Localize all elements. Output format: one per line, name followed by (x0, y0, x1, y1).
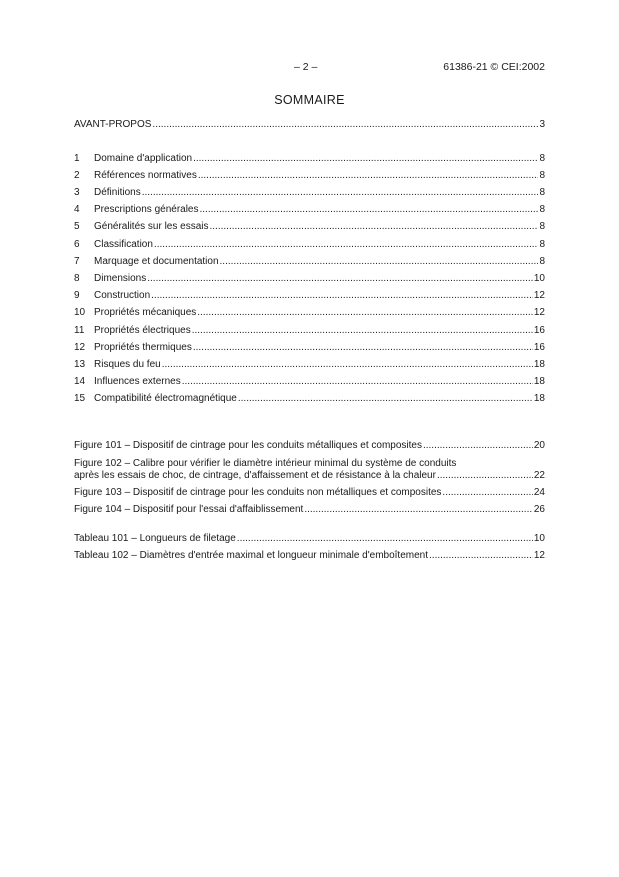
toc-label: Tableau 101 – Longueurs de filetage (74, 533, 236, 544)
toc-section[interactable] (74, 289, 545, 303)
toc-number: 2 (74, 170, 80, 181)
toc-number: 1 (74, 153, 80, 164)
toc-page: 8 (539, 221, 545, 232)
toc-section[interactable] (74, 152, 545, 166)
toc-page: 16 (533, 342, 545, 353)
toc-label: Domaine d'application (94, 153, 193, 164)
toc-page: 22 (533, 470, 545, 481)
toc-page: 12 (533, 307, 545, 318)
toc-figure-line1[interactable]: Figure 102 – Calibre pour vérifier le diamètre intérieur minimal du système de conduits (74, 458, 457, 469)
dot-leader (238, 392, 533, 406)
toc-section[interactable] (74, 220, 545, 234)
toc-section[interactable] (74, 341, 545, 355)
dot-leader (198, 169, 539, 183)
toc-number: 3 (74, 187, 80, 198)
toc-page: 18 (533, 393, 545, 404)
toc-label: Figure 101 – Dispositif de cintrage pour les conduits métalliques et composites (74, 440, 422, 451)
toc-page: 8 (539, 256, 545, 267)
toc-figure[interactable] (74, 439, 545, 453)
toc-page: 16 (533, 325, 545, 336)
toc-section[interactable] (74, 392, 545, 406)
page-header-number: – 2 – (294, 61, 318, 73)
dot-leader (237, 532, 533, 546)
toc-label: Figure 104 – Dispositif pour l'essai d'affaiblissement (74, 504, 304, 515)
toc-page: 26 (533, 504, 545, 515)
toc-number: 4 (74, 204, 80, 215)
toc-label: Propriétés thermiques (94, 342, 192, 353)
toc-section[interactable] (74, 255, 545, 269)
page-header-docref: 61386-21 © CEI:2002 (443, 61, 545, 73)
page-title: SOMMAIRE (274, 93, 345, 107)
toc-page: 12 (533, 290, 545, 301)
dot-leader (197, 306, 533, 320)
dot-leader (152, 118, 538, 132)
toc-number: 14 (74, 376, 86, 387)
toc-label: Influences externes (94, 376, 181, 387)
toc-number: 13 (74, 359, 86, 370)
toc-number: 11 (74, 325, 85, 336)
dot-leader (151, 289, 533, 303)
toc-number: 10 (74, 307, 86, 318)
toc-section[interactable] (74, 238, 545, 252)
toc-section[interactable] (74, 358, 545, 372)
toc-label: Construction (94, 290, 151, 301)
toc-number: 12 (74, 342, 86, 353)
toc-figure[interactable] (74, 486, 545, 500)
toc-section[interactable] (74, 306, 545, 320)
toc-page: 20 (533, 440, 545, 451)
toc-page: 8 (539, 204, 545, 215)
dot-leader (193, 341, 533, 355)
toc-page: 12 (533, 550, 545, 561)
toc-label: Définitions (94, 187, 141, 198)
dot-leader (442, 486, 532, 500)
toc-number: 6 (74, 239, 80, 250)
dot-leader (192, 324, 533, 338)
dot-leader (304, 503, 533, 517)
toc-table[interactable] (74, 532, 545, 546)
toc-page: 24 (533, 487, 545, 498)
toc-number: 15 (74, 393, 86, 404)
toc-page: 8 (539, 187, 545, 198)
dot-leader (142, 186, 539, 200)
toc-section[interactable] (74, 324, 545, 338)
toc-page: 18 (533, 376, 545, 387)
toc-section[interactable] (74, 272, 545, 286)
toc-page: 10 (533, 533, 545, 544)
toc-section[interactable] (74, 375, 545, 389)
toc-section[interactable] (74, 169, 545, 183)
toc-label: Références normatives (94, 170, 197, 181)
dot-leader (154, 238, 539, 252)
toc-label: Propriétés électriques (94, 325, 191, 336)
toc-label: AVANT-PROPOS (74, 119, 152, 130)
toc-number: 8 (74, 273, 80, 284)
toc-number: 7 (74, 256, 80, 267)
dot-leader (429, 549, 533, 563)
toc-page: 10 (533, 273, 545, 284)
toc-label: Compatibilité électromagnétique (94, 393, 237, 404)
toc-number: 9 (74, 290, 80, 301)
toc-label: Tableau 102 – Diamètres d'entrée maximal et longueur minimale d'emboîtement (74, 550, 429, 561)
dot-leader (147, 272, 533, 286)
toc-number: 5 (74, 221, 80, 232)
dot-leader (200, 203, 539, 217)
toc-page: 18 (533, 359, 545, 370)
toc-label: Figure 103 – Dispositif de cintrage pour les conduits non métalliques et composites (74, 487, 442, 498)
toc-page: 8 (539, 153, 545, 164)
toc-table[interactable] (74, 549, 545, 563)
dot-leader (210, 220, 539, 234)
toc-page: 3 (539, 119, 545, 130)
dot-leader (162, 358, 533, 372)
dot-leader (193, 152, 538, 166)
dot-leader (437, 469, 533, 483)
toc-section[interactable] (74, 203, 545, 217)
toc-label: Prescriptions générales (94, 204, 199, 215)
toc-page: 8 (539, 239, 545, 250)
toc-label: Dimensions (94, 273, 147, 284)
dot-leader (220, 255, 539, 269)
toc-label: Marquage et documentation (94, 256, 219, 267)
toc-figure[interactable] (74, 469, 545, 483)
toc-label: Propriétés mécaniques (94, 307, 197, 318)
toc-label: après les essais de choc, de cintrage, d'affaissement et de résistance à la chaleur (74, 470, 436, 481)
toc-figure[interactable] (74, 503, 545, 517)
toc-label: Risques du feu (94, 359, 161, 370)
toc-page: 8 (539, 170, 545, 181)
toc-label: Généralités sur les essais (94, 221, 209, 232)
toc-foreword[interactable] (74, 118, 545, 132)
toc-section[interactable] (74, 186, 545, 200)
toc-label: Classification (94, 239, 153, 250)
dot-leader (423, 439, 533, 453)
dot-leader (182, 375, 533, 389)
